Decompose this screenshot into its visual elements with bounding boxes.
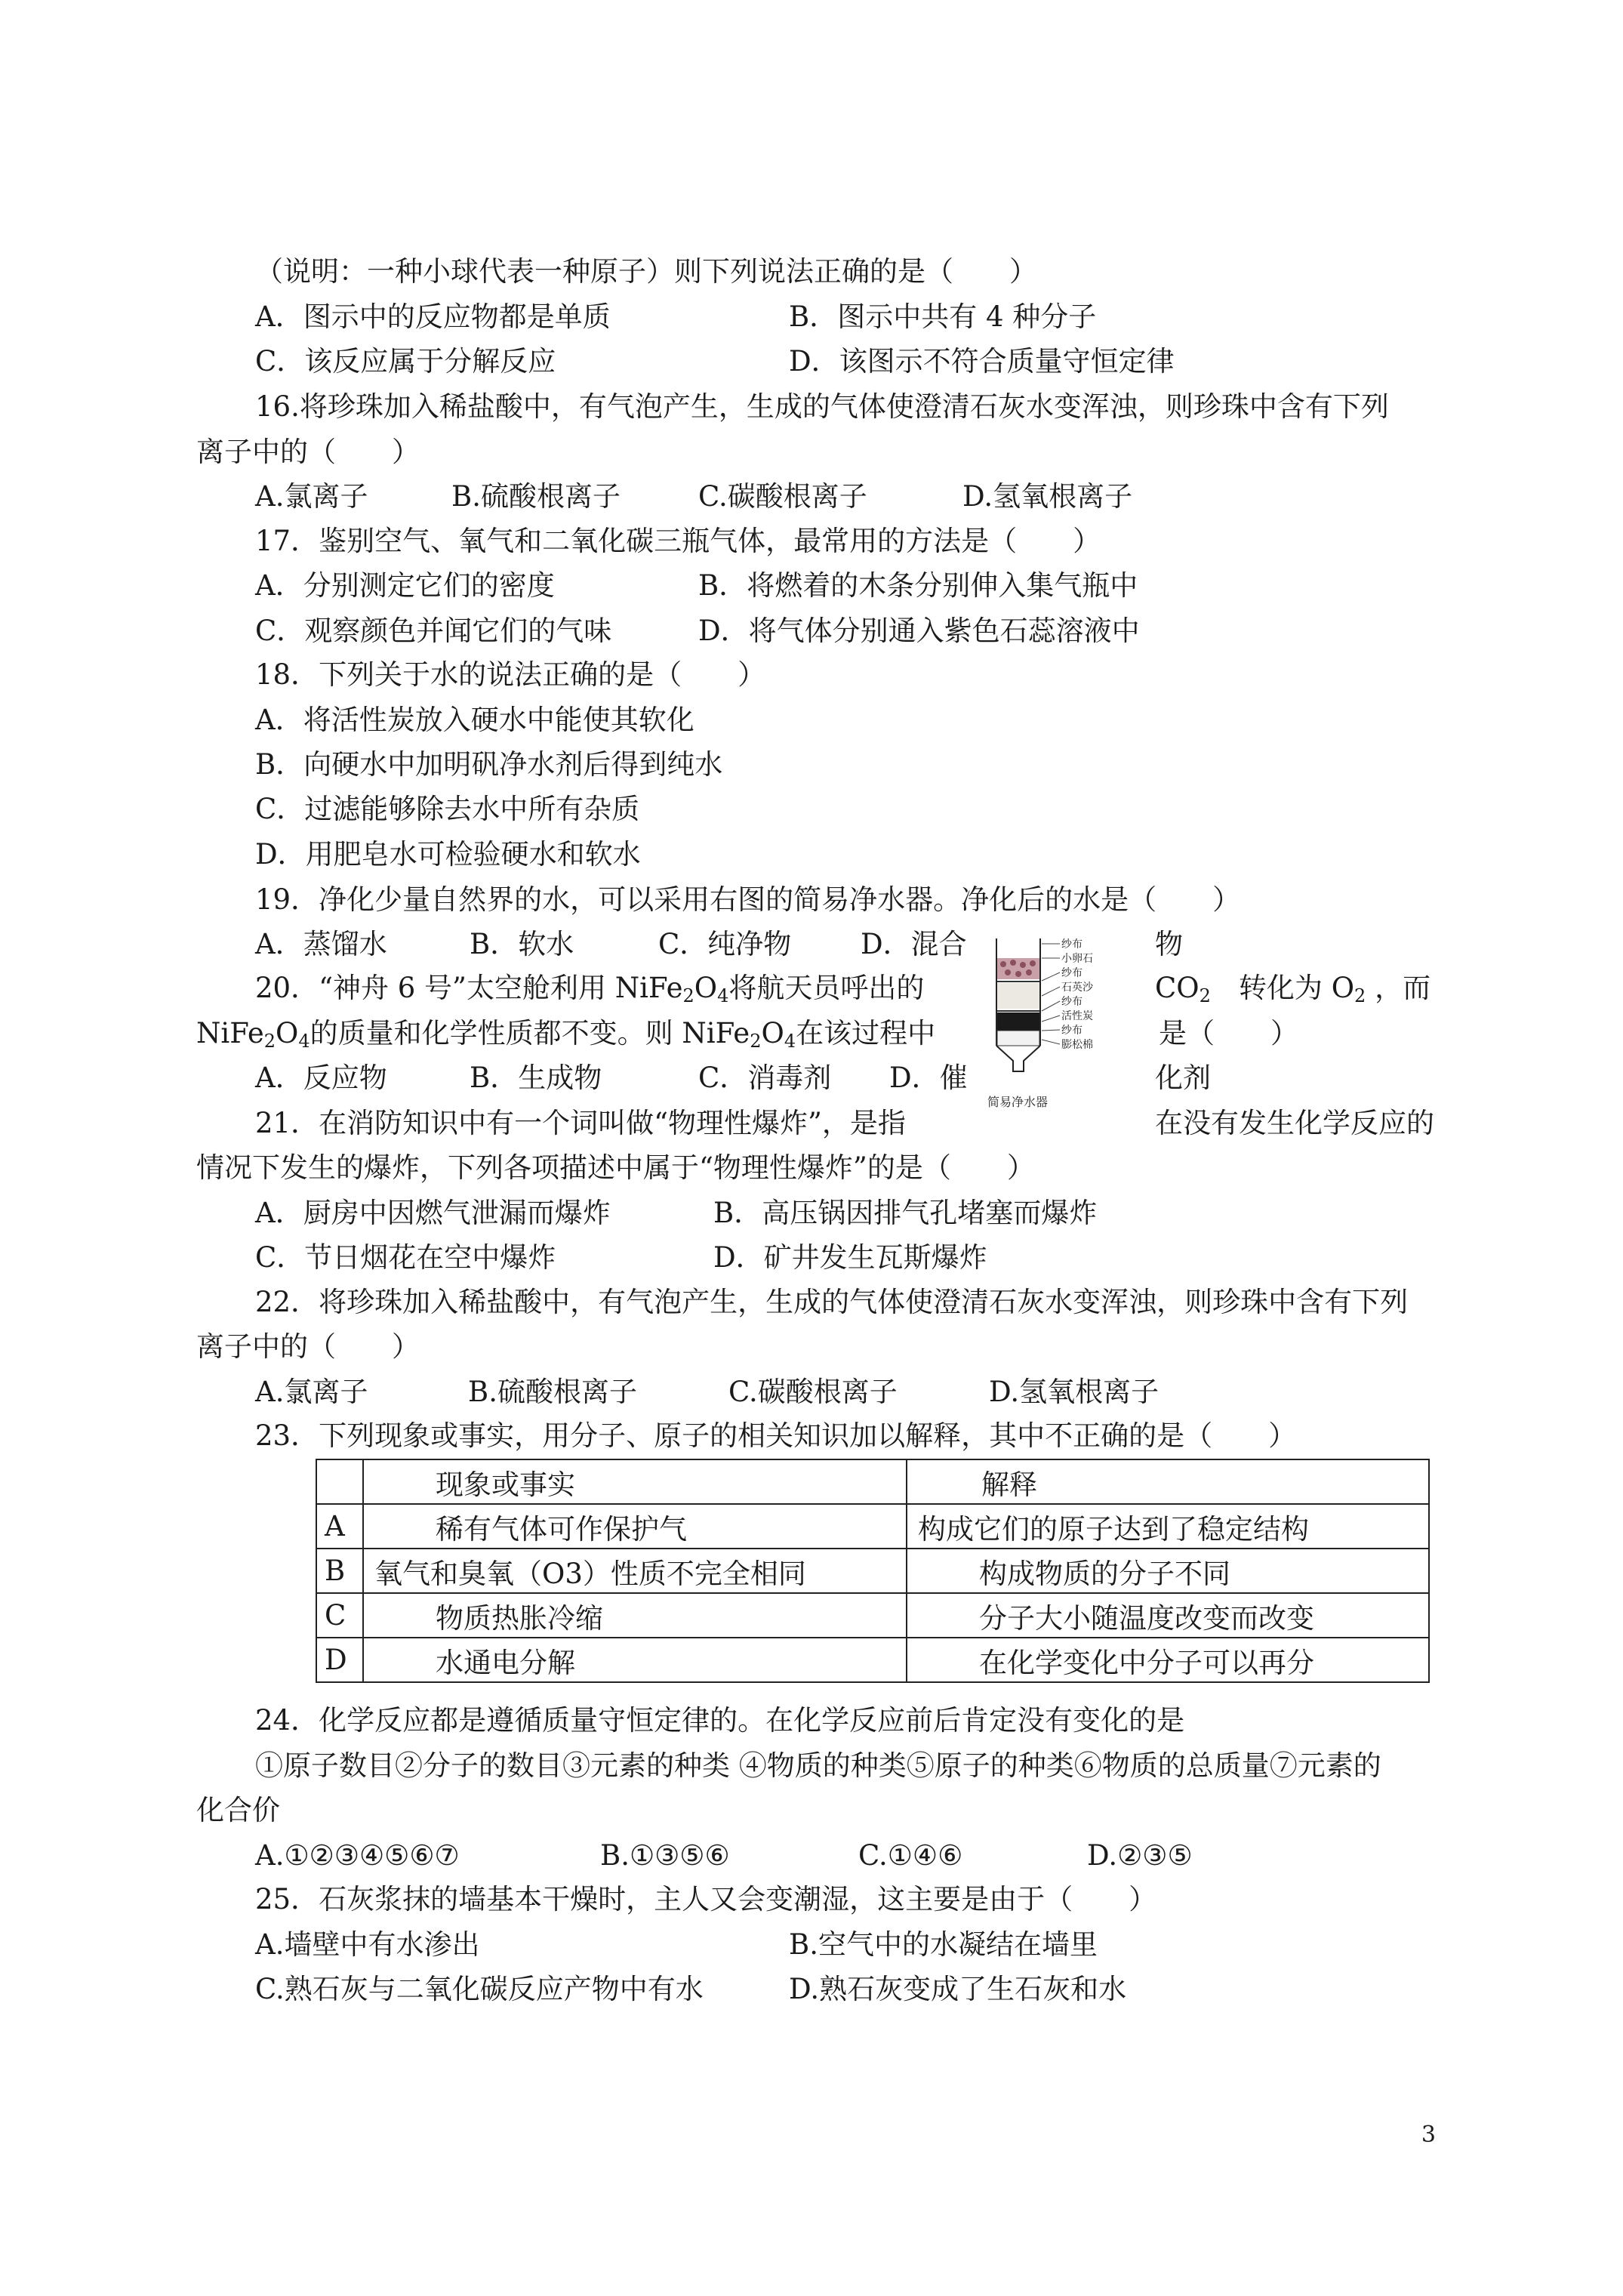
q17-stem: 17．鉴别空气、氧气和二氧化碳三瓶气体，最常用的方法是（ ） <box>255 525 1101 557</box>
q20-stem1-text-c: 转化为 O <box>1238 972 1355 1004</box>
q22-option-d: D.氢氧根离子 <box>989 1376 1160 1408</box>
q24-list-line2: 化合价 <box>196 1794 280 1826</box>
q20-co: CO <box>1155 972 1200 1004</box>
q17-option-c: C．观察颜色并闻它们的气味 <box>255 615 612 647</box>
q21-stem-line1-right: 在没有发生化学反应的 <box>1155 1107 1434 1139</box>
q16-option-b: B.硫酸根离子 <box>451 480 621 513</box>
q25-option-b: B.空气中的水凝结在墙里 <box>789 1928 1098 1961</box>
q25-option-c: C.熟石灰与二氧化碳反应产物中有水 <box>255 1973 704 2005</box>
q15-note: （说明：一种小球代表一种原子）则下列说法正确的是（ ） <box>255 255 1037 288</box>
q20-o-b: O <box>276 1017 299 1049</box>
q20-stem1-text-b: 将航天员呼出的 <box>728 972 925 1004</box>
water-filter-figure <box>980 932 1169 1115</box>
q20-stem-line1-left <box>255 970 924 1006</box>
q22-option-a: A.氯离子 <box>255 1376 368 1408</box>
q18-option-a: A．将活性炭放入硬水中能使其软化 <box>255 704 694 736</box>
q20-o-c: O <box>761 1017 784 1049</box>
table-cell: 氧气和臭氧（O3）性质不完全相同 <box>363 1549 907 1593</box>
q19-option-b: B．软水 <box>470 928 574 960</box>
cotton-layer <box>997 1031 1039 1046</box>
q20-sub-2a: 2 <box>682 985 694 1006</box>
q19-option-c: C．纯净物 <box>658 928 792 960</box>
filter-bottle <box>996 938 1040 1071</box>
table-cell: B <box>316 1549 363 1593</box>
q20-stem-line2-right: 是（ ） <box>1159 1017 1298 1049</box>
figure-caption: 简易净水器 <box>987 1095 1049 1109</box>
q22-stem-line2: 离子中的（ ） <box>196 1330 420 1363</box>
q20-stem1-text-d: ，而 <box>1375 972 1431 1004</box>
q20-stem-line2-left <box>196 1015 935 1052</box>
q22-option-b: B.硫酸根离子 <box>468 1376 637 1408</box>
q21-option-a: A．厨房中因燃气泄漏而爆炸 <box>255 1197 611 1229</box>
q18-option-d: D．用肥皂水可检验硬水和软水 <box>255 838 641 871</box>
table-row <box>316 1593 1429 1638</box>
q21-option-d: D．矿井发生瓦斯爆炸 <box>713 1241 987 1274</box>
page-number: 3 <box>1421 2122 1436 2148</box>
q20-stem2-text-a: NiFe <box>196 1017 264 1049</box>
table-cell: C <box>316 1593 363 1638</box>
q20-sub-2b: 2 <box>1199 985 1211 1006</box>
table-cell: 分子大小随温度改变而改变 <box>907 1593 1429 1638</box>
table-cell: D <box>316 1638 363 1682</box>
table-header-cell: 解释 <box>907 1459 1429 1504</box>
q21-option-b: B．高压锅因排气孔堵塞而爆炸 <box>713 1197 1098 1229</box>
q18-option-b: B．向硬水中加明矾净水剂后得到纯水 <box>255 748 723 781</box>
q17-option-d: D．将气体分别通入紫色石蕊溶液中 <box>698 615 1140 647</box>
table-cell: A <box>316 1504 363 1549</box>
q21-option-c: C．节日烟花在空中爆炸 <box>255 1241 556 1274</box>
figure-label: 纱布 <box>1061 1025 1083 1037</box>
q17-option-a: A．分别测定它们的密度 <box>255 569 555 602</box>
q24-list-line1: ①原子数目②分子的数目③元素的种类 ④物质的种类⑤原子的种类⑥物质的总质量⑦元素的 <box>255 1749 1381 1782</box>
figure-label: 小卵石 <box>1061 953 1093 965</box>
table-cell: 构成它们的原子达到了稳定结构 <box>907 1504 1429 1549</box>
q21-stem-line1-left: 21．在消防知识中有一个词叫做“物理性爆炸”，是指 <box>255 1107 906 1139</box>
q23-table <box>316 1459 1430 1683</box>
table-row <box>316 1638 1429 1682</box>
q20-o-a: O <box>694 972 718 1004</box>
q17-option-b: B．将燃着的木条分别伸入集气瓶中 <box>698 569 1138 602</box>
carbon-layer <box>997 1012 1039 1031</box>
q20-stem2-text-b: 的质量和化学性质都不变。则 NiFe <box>310 1017 750 1049</box>
q20-stem1-text-a: 20．“神舟 6 号”太空舱利用 NiFe <box>255 972 683 1004</box>
q25-stem: 25．石灰浆抹的墙基本干燥时，主人又会变潮湿，这主要是由于（ ） <box>255 1883 1157 1915</box>
q16-stem-line2: 离子中的（ ） <box>196 436 420 468</box>
q21-stem-line2: 情况下发生的爆炸，下列各项描述中属于“物理性爆炸”的是（ ） <box>196 1151 1035 1184</box>
q20-sub-2e: 2 <box>750 1031 762 1052</box>
q18-stem: 18．下列关于水的说法正确的是（ ） <box>255 658 766 691</box>
q24-option-d: D.②③⑤ <box>1087 1839 1193 1872</box>
q23-stem: 23．下列现象或事实，用分子、原子的相关知识加以解释，其中不正确的是（ ） <box>255 1419 1297 1452</box>
q16-option-a: A.氯离子 <box>255 480 368 513</box>
q22-option-c: C.碳酸根离子 <box>728 1376 898 1408</box>
q24-option-b: B.①③⑤⑥ <box>600 1839 730 1872</box>
q15-option-d: D．该图示不符合质量守恒定律 <box>789 345 1175 378</box>
q25-option-a: A.墙壁中有水渗出 <box>255 1928 480 1961</box>
figure-label: 活性炭 <box>1061 1010 1093 1022</box>
figure-label: 纱布 <box>1061 996 1083 1008</box>
q15-option-a: A．图示中的反应物都是单质 <box>255 300 611 333</box>
table-header-cell: 现象或事实 <box>363 1459 907 1504</box>
q25-option-d: D.熟石灰变成了生石灰和水 <box>789 1973 1127 2005</box>
q19-option-d-right: 物 <box>1155 928 1183 960</box>
table-row <box>316 1549 1429 1593</box>
figure-label: 石英沙 <box>1061 982 1093 994</box>
table-header-row <box>316 1459 1429 1504</box>
q24-option-a: A.①②③④⑤⑥⑦ <box>255 1839 460 1872</box>
table-header-cell <box>316 1459 363 1504</box>
table-cell: 物质热胀冷缩 <box>363 1593 907 1638</box>
q19-option-a: A．蒸馏水 <box>255 928 387 960</box>
q20-option-b: B．生成物 <box>470 1062 602 1094</box>
q18-option-c: C．过滤能够除去水中所有杂质 <box>255 793 640 825</box>
sand-layer <box>997 983 1039 1009</box>
q20-option-c: C．消毒剂 <box>698 1062 832 1094</box>
q20-option-d-left: D．催 <box>889 1062 968 1094</box>
q20-sub-4a: 4 <box>717 985 729 1006</box>
q20-sub-2c: 2 <box>1354 985 1366 1006</box>
table-row <box>316 1504 1429 1549</box>
q24-stem: 24．化学反应都是遵循质量守恒定律的。在化学反应前后肯定没有变化的是 <box>255 1704 1185 1737</box>
table-cell: 水通电分解 <box>363 1638 907 1682</box>
q20-sub-4c: 4 <box>784 1031 796 1052</box>
q20-option-a: A．反应物 <box>255 1062 387 1094</box>
q20-stem-line1-right <box>1155 970 1431 1006</box>
q16-option-d: D.氢氧根离子 <box>962 480 1133 513</box>
q16-option-c: C.碳酸根离子 <box>698 480 867 513</box>
q15-option-b: B．图示中共有 4 种分子 <box>789 300 1097 333</box>
q20-sub-4b: 4 <box>298 1031 310 1052</box>
figure-label: 纱布 <box>1061 967 1083 979</box>
q19-option-d-left: D．混合 <box>861 928 967 960</box>
figure-label: 纱布 <box>1061 938 1083 951</box>
q16-stem-line1: 16.将珍珠加入稀盐酸中，有气泡产生，生成的气体使澄清石灰水变浑浊，则珍珠中含有下列 <box>255 390 1389 423</box>
q19-stem: 19．净化少量自然界的水，可以采用右图的简易净水器。净化后的水是（ ） <box>255 883 1241 916</box>
figure-label: 膨松棉 <box>1061 1039 1093 1051</box>
q20-sub-2d: 2 <box>263 1031 276 1052</box>
table-cell: 构成物质的分子不同 <box>907 1549 1429 1593</box>
q15-option-c: C．该反应属于分解反应 <box>255 345 556 378</box>
table-cell: 稀有气体可作保护气 <box>363 1504 907 1549</box>
q24-option-c: C.①④⑥ <box>858 1839 963 1872</box>
q22-stem-line1: 22．将珍珠加入稀盐酸中，有气泡产生，生成的气体使澄清石灰水变浑浊，则珍珠中含有下列 <box>255 1286 1409 1318</box>
table-cell: 在化学变化中分子可以再分 <box>907 1638 1429 1682</box>
q20-stem2-text-c: 在该过程中 <box>796 1017 936 1049</box>
q20-option-d-right: 化剂 <box>1155 1062 1211 1094</box>
